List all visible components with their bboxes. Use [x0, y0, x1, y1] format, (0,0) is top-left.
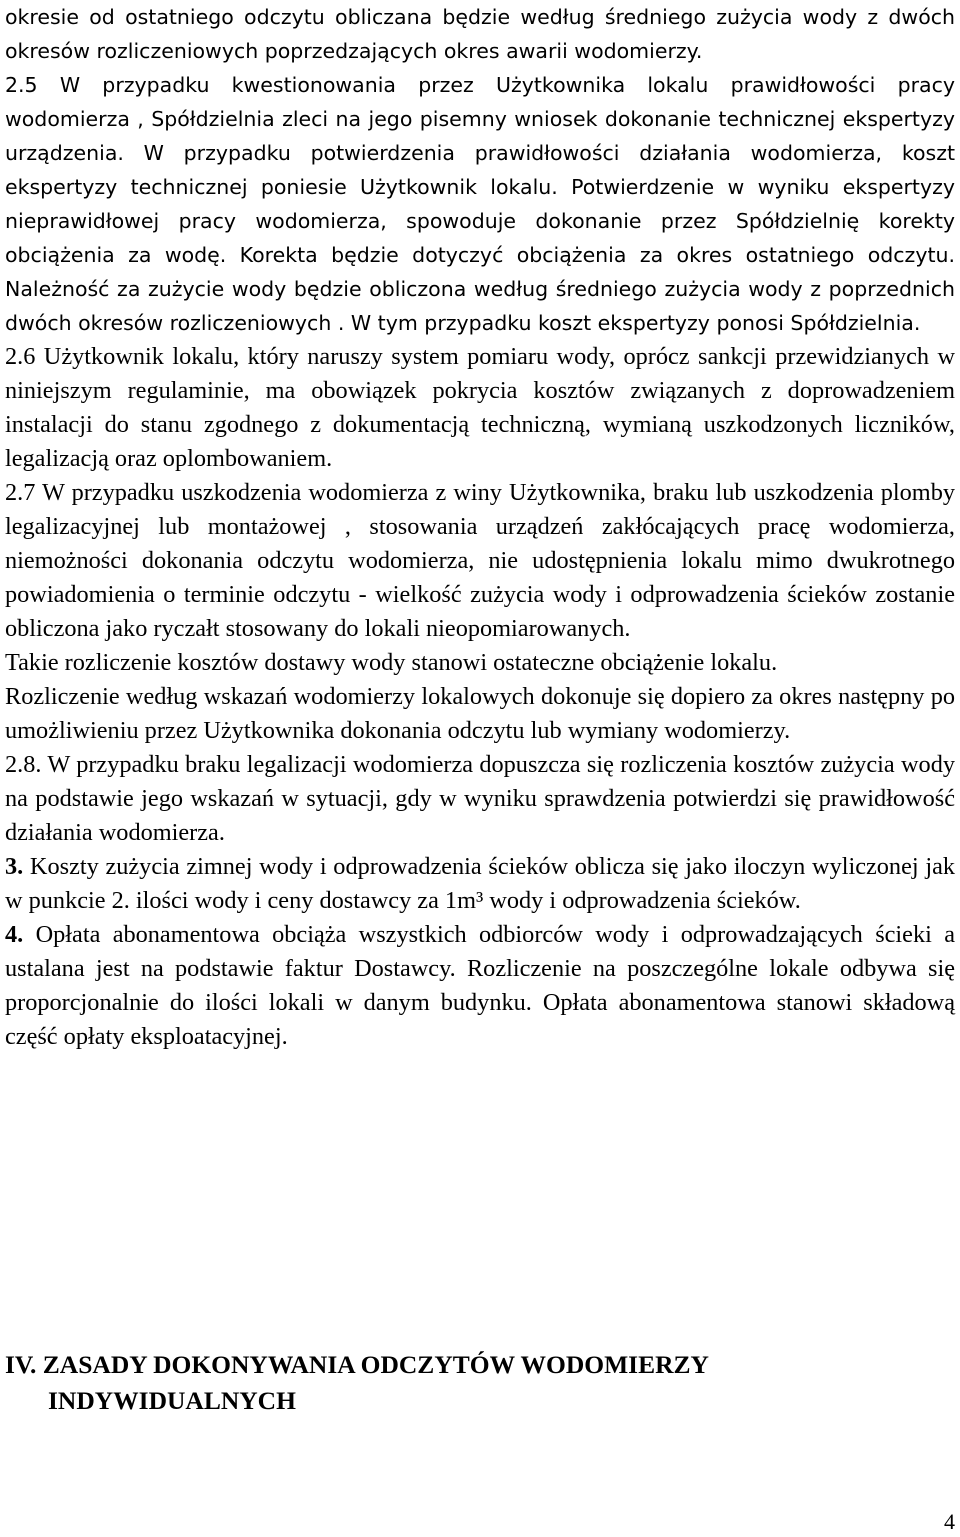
paragraph-3	[5, 850, 955, 918]
paragraph-4-text: Opłata abonamentowa obciąża wszystkich odbiorców wody i odprowadzających ścieki a ustalana jest na podstawie faktur Dostawcy. Rozliczenie na poszczególne lokale odbywa się proporcjonalnie do ilości lokali w danym budynku. Opłata abonamentowa stanowi składową część opłaty eksploatacyjnej.	[5, 921, 955, 1050]
section-number-4: 4.	[5, 921, 24, 948]
heading-line-2: INDYWIDUALNYCH	[48, 1386, 296, 1415]
heading-line-1: IV. ZASADY DOKONYWANIA ODCZYTÓW WODOMIERZY	[5, 1350, 709, 1379]
paragraph-2-5: 2.5 W przypadku kwestionowania przez Użytkownika lokalu prawidłowości pracy wodomierza , Spółdzielnia zleci na jego pisemny wniosek dokonanie technicznej ekspertyzy urządzenia. W przypadku potwierdzenia prawidłowości działania wodomierza, koszt ekspertyzy technicznej poniesie Użytkownik lokalu. Potwierdzenie w wyniku ekspertyzy nieprawidłowej pracy wodomierza, spowoduje dokonanie przez Spółdzielnię korekty obciążenia za wodę. Korekta będzie dotyczyć obciążenia za okres ostatniego odczytu. Należność za zużycie wody będzie obliczona według średniego zużycia wody z poprzednich dwóch okresów rozliczeniowych . W tym przypadku koszt ekspertyzy ponosi Spółdzielnia.	[5, 73, 955, 335]
paragraph-2-6: 2.6 Użytkownik lokalu, który naruszy system pomiaru wody, oprócz sankcji przewidzianych w niniejszym regulaminie, ma obowiązek pokrycia kosztów związanych z doprowadzeniem instalacji do stanu zgodnego z dokumentacją techniczną, wymianą uszkodzonych liczników, legalizacją oraz oplombowaniem.	[5, 343, 955, 472]
paragraph-continuation: okresie od ostatniego odczytu obliczana będzie według średniego zużycia wody z dwóch okresów rozliczeniowych poprzedzających okres awarii wodomierzy.	[5, 5, 955, 63]
paragraph-3-text: Koszty zużycia zimnej wody i odprowadzenia ścieków oblicza się jako iloczyn wyliczonej jak w punkcie 2. ilości wody i ceny dostawcy za 1m³ wody i odprowadzenia ścieków.	[5, 853, 955, 914]
page-number: 4	[944, 1509, 955, 1534]
document-body	[5, 0, 955, 1054]
paragraph-2-8: 2.8. W przypadku braku legalizacji wodomierza dopuszcza się rozliczenia kosztów zużycia wody na podstawie jego wskazań w sytuacji, gdy w wyniku sprawdzenia potwierdzi się prawidłowość działania wodomierza.	[5, 751, 955, 846]
paragraph-4	[5, 918, 955, 1054]
section-number-3: 3.	[5, 853, 24, 880]
paragraph-settlement: Rozliczenie według wskazań wodomierzy lokalowych dokonuje się dopiero za okres następny po umożliwieniu przez Użytkownika dokonania odczytu lub wymiany wodomierzy.	[5, 683, 955, 744]
paragraph-2-7: 2.7 W przypadku uszkodzenia wodomierza z winy Użytkownika, braku lub uszkodzenia plomby legalizacyjnej lub montażowej , stosowania urządzeń zakłócających pracę wodomierza, niemożności dokonania odczytu wodomierza, nie udostępnienia lokalu mimo dwukrotnego powiadomienia o terminie odczytu - wielkość zużycia wody i odprowadzenia ścieków zostanie obliczona jako ryczałt stosowany do lokali nieopomiarowanych.	[5, 479, 955, 642]
paragraph-final-charge: Takie rozliczenie kosztów dostawy wody stanowi ostateczne obciążenie lokalu.	[5, 649, 778, 676]
section-heading	[5, 1347, 955, 1419]
